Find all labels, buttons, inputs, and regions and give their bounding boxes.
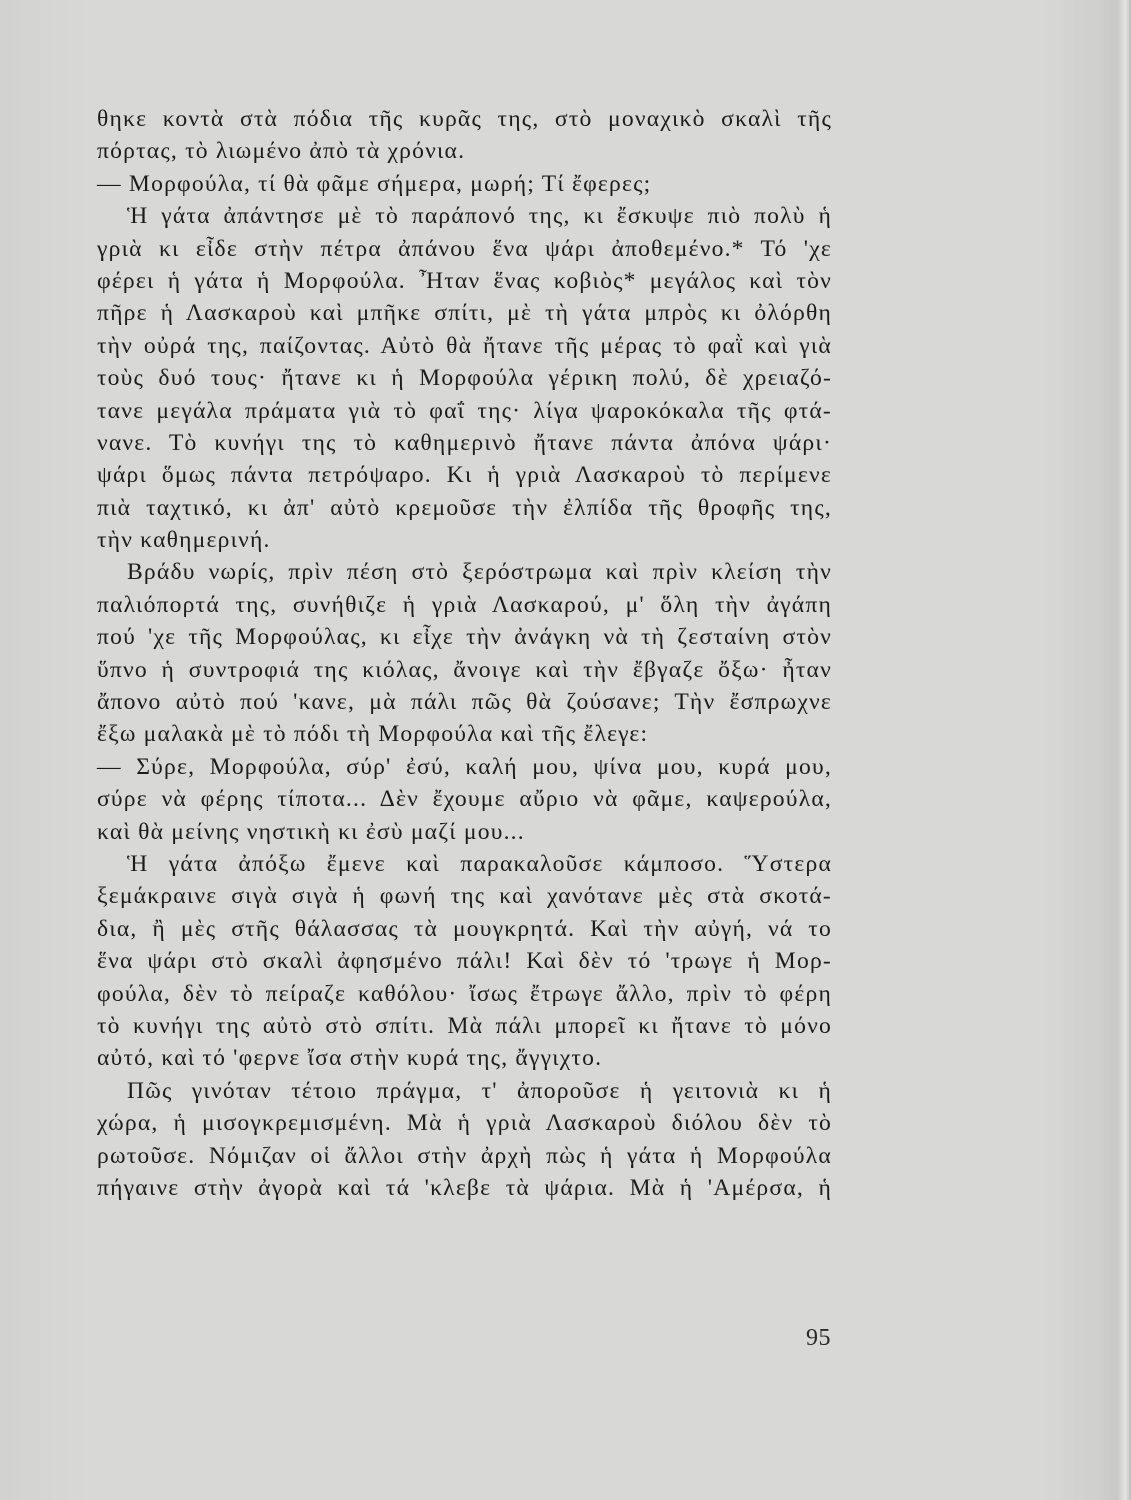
text-line: γριὰ κι εἶδε στὴν πέτρα ἀπάνου ἕνα ψάρι ἀποθεμένο.* Τό 'χε [97,235,832,262]
text-line: Ἡ γάτα ἀπόξω ἔμενε καὶ παρακαλοῦσε κάμποσο. Ὕστερα [127,850,832,877]
text-line: σύρε νὰ φέρης τίποτα... Δὲν ἔχουμε αὔριο νὰ φᾶμε, καψερούλα, [97,786,832,813]
text-line: τανε μεγάλα πράματα γιὰ τὸ φαΐ της· λίγα ψαροκόκαλα τῆς φτά- [97,397,832,424]
text-line: — Μορφούλα, τί θὰ φᾶμε σήμερα, μωρή; Τί ἔφερες; [97,170,652,197]
text-line: τὴν οὐρά της, παίζοντας. Αὐτὸ θὰ ἤτανε τῆς μέρας τὸ φαῒ καὶ γιὰ [97,332,832,359]
text-line: τὴν καθημερινή. [97,527,271,554]
text-line: φέρει ἡ γάτα ἡ Μορφούλα. Ἦταν ἕνας κοβιὸς* μεγάλος καὶ τὸν [97,267,832,294]
text-line: τὸ κυνήγι της αὐτὸ στὸ σπίτι. Μὰ πάλι μπορεῖ κι ἤτανε τὸ μόνο [97,1012,832,1039]
text-line: Πῶς γινόταν τέτοιο πράγμα, τ' ἀποροῦσε ἡ γειτονιὰ κι ἡ [127,1077,832,1104]
text-line: πῆρε ἡ Λασκαροὺ καὶ μπῆκε σπίτι, μὲ τὴ γάτα μπρὸς κι ὀλόρθη [97,300,832,327]
text-line: ξεμάκραινε σιγὰ σιγὰ ἡ φωνή της καὶ χανότανε μὲς στὰ σκοτά- [97,883,832,910]
text-line: παλιόπορτά της, συνήθιζε ἡ γριὰ Λασκαρού, μ' ὅλη τὴν ἀγάπη [97,591,832,618]
text-line: θηκε κοντὰ στὰ πόδια τῆς κυρᾶς της, στὸ μοναχικὸ σκαλὶ τῆς [97,106,832,132]
text-line: ὕπνο ἡ συντροφιά της κιόλας, ἄνοιγε καὶ τὴν ἔβγαζε ὄξω· ἦταν [97,656,832,683]
text-line: φούλα, δὲν τὸ πείραζε καθόλου· ἴσως ἔτρωγε ἄλλο, πρὶν τὸ φέρη [97,980,832,1007]
body-text [97,103,832,1204]
text-line: δια, ἢ μὲς στῆς θάλασσας τὰ μουγκρητά. Καὶ τὴν αὐγή, νά το [97,915,832,942]
text-line: — Σύρε, Μορφούλα, σύρ' ἐσύ, καλή μου, ψίνα μου, κυρά μου, [97,753,832,780]
text-line: καὶ θὰ μείνης νηστικὴ κι ἐσὺ μαζί μου... [97,818,525,845]
text-line: πού 'χε τῆς Μορφούλας, κι εἶχε τὴν ἀνάγκη νὰ τὴ ζεσταίνη στὸν [97,624,832,651]
text-line: χώρα, ἡ μισογκρεμισμένη. Μὰ ἡ γριὰ Λασκαροὺ διόλου δὲν τὸ [97,1110,832,1137]
text-line: αὐτό, καὶ τό 'φερνε ἴσα στὴν κυρά της, ἄγγιχτο. [97,1045,603,1072]
page-number: 95 [806,1325,831,1351]
text-line: Ἡ γάτα ἀπάντησε μὲ τὸ παράπονό της, κι ἔσκυψε πιὸ πολὺ ἡ [127,203,832,230]
text-line: πήγαινε στὴν ἀγορὰ καὶ τά 'κλεβε τὰ ψάρια. Μὰ ἡ 'Αμέρσα, ἡ [97,1174,832,1201]
text-line: ἕνα ψάρι στὸ σκαλὶ ἀφησμένο πάλι! Καὶ δὲν τό 'τρωγε ἡ Μορ- [97,948,832,975]
text-line: τοὺς δυό τους· ἤτανε κι ἡ Μορφούλα γέρικη πολύ, δὲ χρειαζό- [97,365,832,392]
text-line: ρωτοῦσε. Νόμιζαν οἱ ἄλλοι στὴν ἀρχὴ πὼς ἡ γάτα ἡ Μορφούλα [97,1142,832,1169]
text-line: πόρτας, τὸ λιωμένο ἀπὸ τὰ χρόνια. [97,138,466,165]
text-line: ψάρι ὅμως πάντα πετρόψαρο. Κι ἡ γριὰ Λασκαροὺ τὸ περίμενε [97,462,832,489]
text-line: ἄπονο αὐτὸ πού 'κανε, μὰ πάλι πῶς θὰ ζούσανε; Τὴν ἔσπρωχνε [97,689,832,716]
text-line: ἔξω μαλακὰ μὲ τὸ πόδι τὴ Μορφούλα καὶ τῆς ἔλεγε: [97,721,649,748]
text-line: πιὰ ταχτικό, κι ἀπ' αὐτὸ κρεμοῦσε τὴν ἐλπίδα τῆς θροφῆς της, [97,494,832,521]
text-line: νανε. Τὸ κυνήγι της τὸ καθημερινὸ ἤτανε πάντα ἀπόνα ψάρι· [97,429,832,456]
page-edge [1117,0,1131,1500]
text-line: Βράδυ νωρίς, πρὶν πέση στὸ ξερόστρωμα καὶ πρὶν κλείση τὴν [127,559,832,586]
